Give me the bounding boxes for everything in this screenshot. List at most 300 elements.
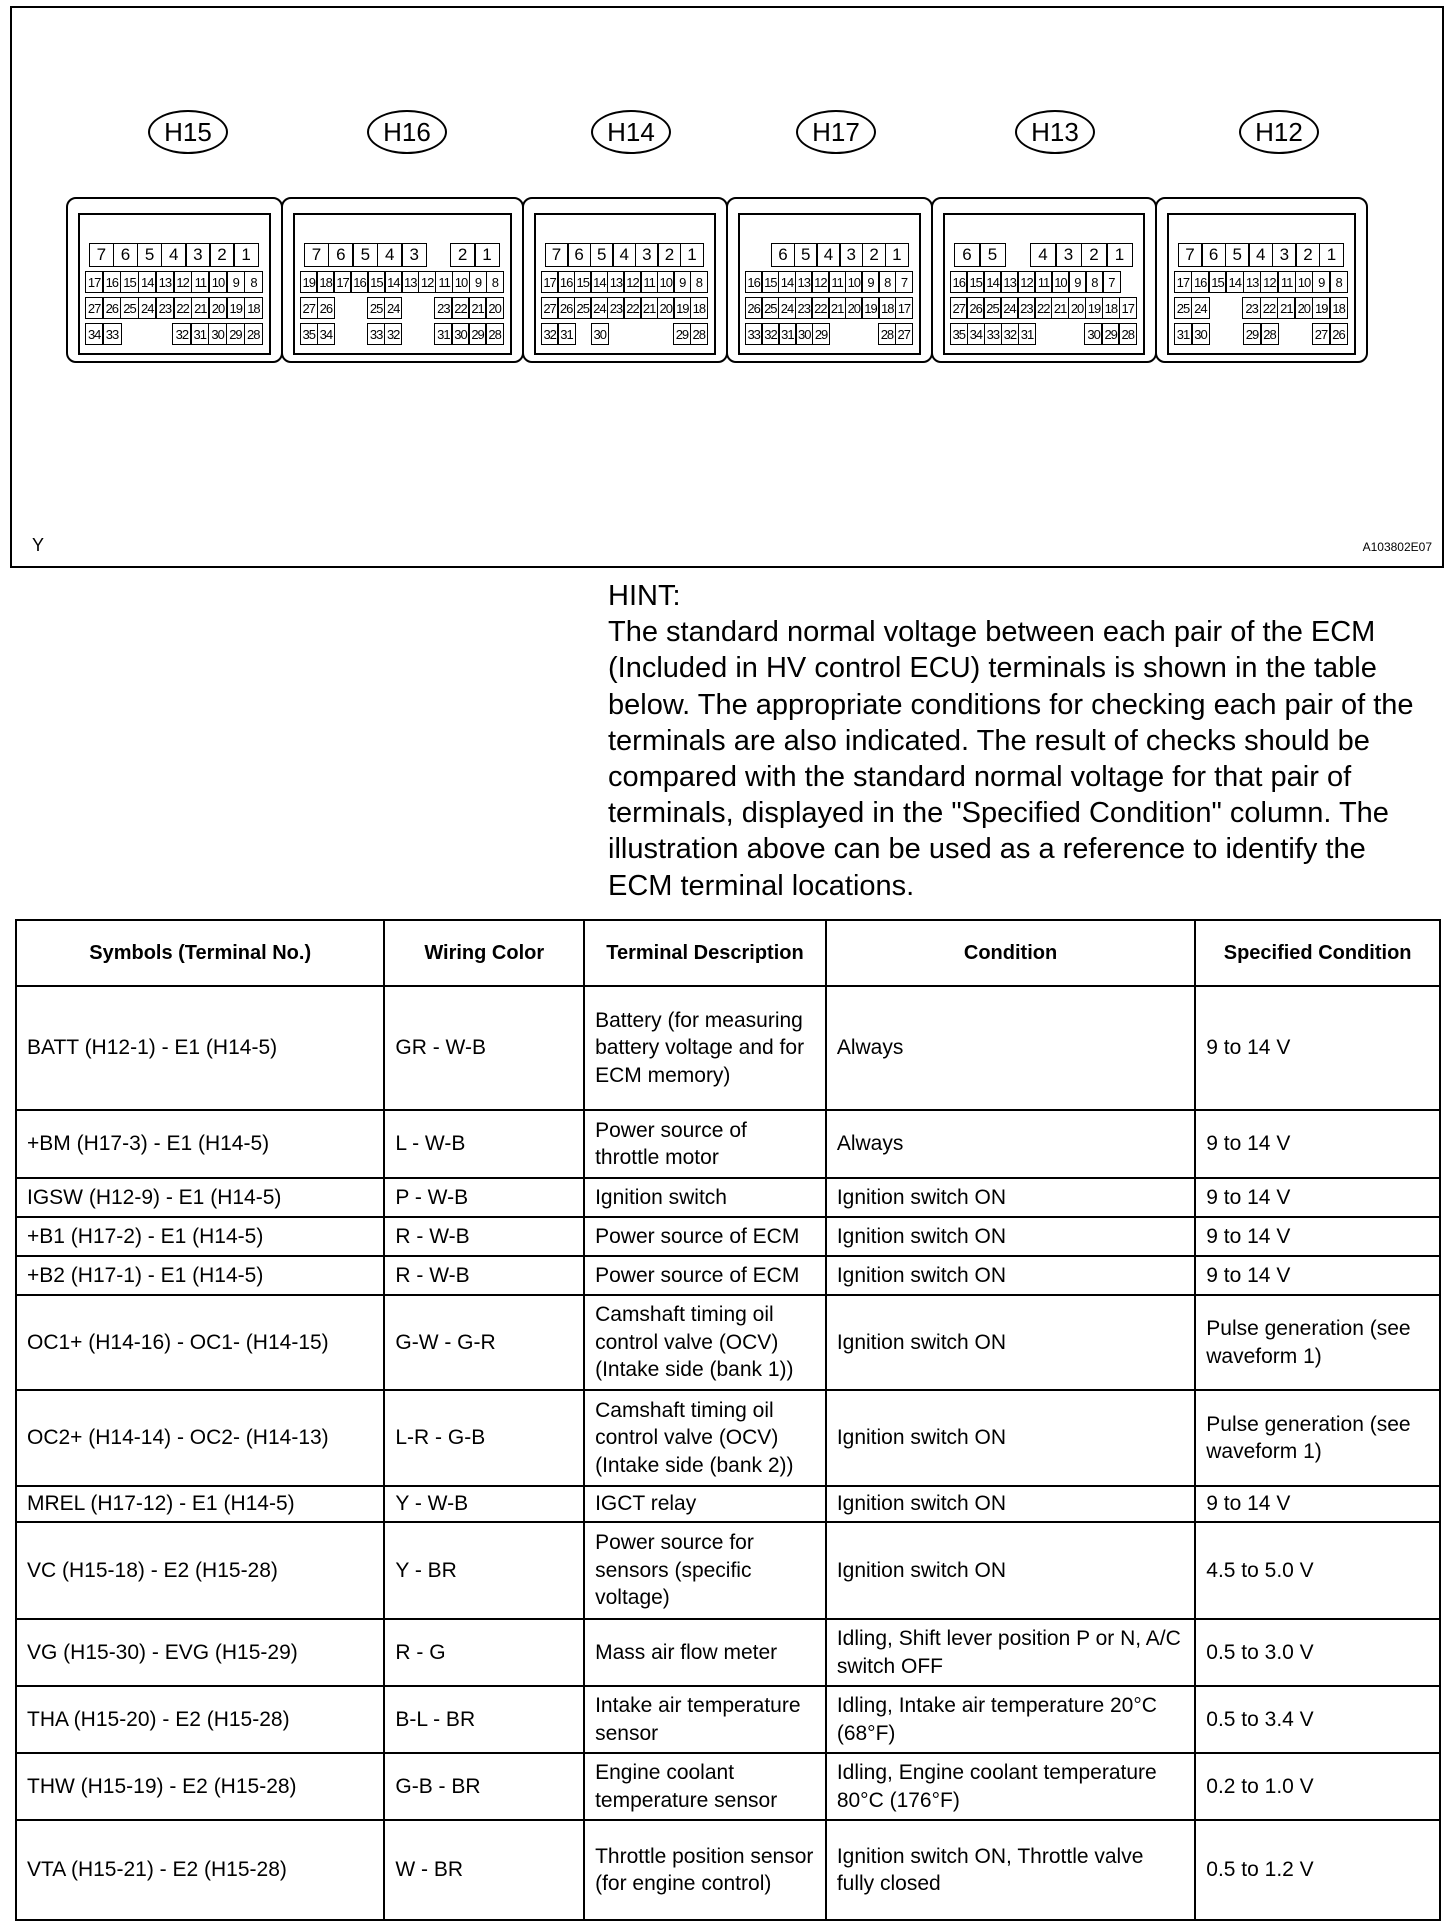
table-cell: 0.5 to 1.2 V xyxy=(1195,1820,1440,1920)
pin-row xyxy=(746,271,913,293)
pin-terminal: 21 xyxy=(1051,297,1069,319)
pin-gap xyxy=(1210,323,1227,345)
column-header: Wiring Color xyxy=(384,920,584,986)
pin-terminal: 21 xyxy=(1277,297,1296,319)
pin-row xyxy=(1175,243,1348,267)
pin-terminal: 32 xyxy=(761,323,779,345)
pin-terminal: 14 xyxy=(590,271,608,293)
pin-terminal: 16 xyxy=(350,271,368,293)
pin-row xyxy=(86,243,263,267)
table-cell: L-R - G-B xyxy=(384,1390,584,1486)
pin-terminal: 4 xyxy=(612,243,636,267)
pin-terminal: 31 xyxy=(1174,323,1193,345)
table-cell: Power source of ECM xyxy=(584,1217,826,1256)
pin-terminal: 24 xyxy=(138,297,157,319)
pin-terminal: 13 xyxy=(155,271,174,293)
hint-text: The standard normal voltage between each pair of the ECM (Included in HV control ECU) terminals is shown in the table below. The appropriate conditions for checking each pair of the terminals are also indicated. The result of checks should be compared with the standard normal voltage for that pair of terminals, displayed in the "Specified Condition" column. The illustration above can be used as a reference to identify the ECM terminal locations. xyxy=(608,616,1414,902)
pin-terminal: 26 xyxy=(745,297,763,319)
pin-terminal: 12 xyxy=(173,271,192,293)
table-cell: 9 to 14 V xyxy=(1195,1110,1440,1178)
pin-terminal: 26 xyxy=(102,297,121,319)
pin-gap xyxy=(847,323,863,345)
pin-terminal: 19 xyxy=(861,297,879,319)
connector-housing xyxy=(738,213,921,355)
table-cell: Ignition switch ON xyxy=(826,1217,1195,1256)
pin-row xyxy=(746,323,913,345)
pin-terminal: 8 xyxy=(690,271,708,293)
pin-gap xyxy=(419,323,436,345)
pin-terminal: 10 xyxy=(1051,271,1069,293)
pin-gap xyxy=(139,323,156,345)
pin-terminal: 17 xyxy=(333,271,351,293)
table-cell: 9 to 14 V xyxy=(1195,1178,1440,1217)
table-row xyxy=(16,986,1440,1110)
pin-gap xyxy=(1227,297,1244,319)
pin-terminal: 29 xyxy=(673,323,691,345)
pin-terminal: 12 xyxy=(418,271,436,293)
table-cell: Idling, Shift lever position P or N, A/C switch OFF xyxy=(826,1619,1195,1686)
pin-terminal: 28 xyxy=(1260,323,1279,345)
pin-gap xyxy=(642,323,658,345)
pin-terminal: 3 xyxy=(1055,243,1082,267)
connector-housing xyxy=(1167,213,1356,355)
pin-terminal: 17 xyxy=(1174,271,1193,293)
pin-terminal: 16 xyxy=(1191,271,1210,293)
pin-row xyxy=(1175,323,1348,345)
connector-label-h13: H13 xyxy=(1015,110,1095,154)
pin-terminal: 33 xyxy=(367,323,386,345)
column-header: Terminal Description xyxy=(584,920,826,986)
pin-terminal: 14 xyxy=(384,271,402,293)
pin-terminal: 13 xyxy=(401,271,419,293)
connector-label-h12: H12 xyxy=(1239,110,1319,154)
pin-terminal: 18 xyxy=(316,271,334,293)
pin-terminal: 21 xyxy=(468,297,487,319)
pin-terminal: 29 xyxy=(812,323,830,345)
pin-terminal: 25 xyxy=(367,297,386,319)
connector-h12 xyxy=(1155,197,1368,363)
table-cell: Power source of throttle motor xyxy=(584,1110,826,1178)
table-cell: THA (H15-20) - E2 (H15-28) xyxy=(16,1686,384,1753)
pin-terminal: 6 xyxy=(771,243,795,267)
connector-housing xyxy=(293,213,512,355)
pin-terminal: 22 xyxy=(1034,297,1052,319)
table-cell: P - W-B xyxy=(384,1178,584,1217)
pin-row xyxy=(542,271,708,293)
pin-terminal: 11 xyxy=(191,271,210,293)
connector-housing xyxy=(534,213,716,355)
connector-h13 xyxy=(931,197,1157,363)
pin-terminal: 21 xyxy=(828,297,846,319)
pin-row xyxy=(951,243,1137,267)
pin-terminal: 20 xyxy=(1294,297,1313,319)
table-cell: Power source of ECM xyxy=(584,1256,826,1295)
table-row xyxy=(16,1753,1440,1820)
pin-terminal: 1 xyxy=(885,243,909,267)
table-row xyxy=(16,1178,1440,1217)
table-cell: 9 to 14 V xyxy=(1195,1217,1440,1256)
pin-gap xyxy=(335,323,352,345)
pin-terminal: 26 xyxy=(557,297,575,319)
pin-terminal: 13 xyxy=(607,271,625,293)
pin-terminal: 9 xyxy=(673,271,691,293)
pin-terminal: 3 xyxy=(185,243,211,267)
pin-gap xyxy=(402,297,419,319)
table-cell: Power source for sensors (specific voltage) xyxy=(584,1522,826,1619)
pin-gap xyxy=(1121,271,1137,293)
pin-terminal: 31 xyxy=(434,323,453,345)
table-cell: 9 to 14 V xyxy=(1195,1256,1440,1295)
table-cell: Ignition switch ON xyxy=(826,1522,1195,1619)
pin-terminal: 4 xyxy=(816,243,840,267)
pin-terminal: 25 xyxy=(761,297,779,319)
table-cell: Pulse generation (see waveform 1) xyxy=(1195,1295,1440,1390)
pin-row xyxy=(746,243,913,267)
pin-terminal: 29 xyxy=(226,323,245,345)
pin-terminal: 11 xyxy=(1034,271,1052,293)
pin-terminal: 15 xyxy=(574,271,592,293)
table-row xyxy=(16,1522,1440,1619)
pin-row xyxy=(951,323,1137,345)
pin-terminal: 4 xyxy=(1248,243,1273,267)
pin-terminal: 28 xyxy=(485,323,504,345)
pin-terminal: 28 xyxy=(1118,323,1137,345)
pin-terminal: 33 xyxy=(102,323,121,345)
figure-corner-mark: Y xyxy=(32,535,45,555)
pin-terminal: 2 xyxy=(1295,243,1320,267)
pin-terminal: 10 xyxy=(657,271,675,293)
pin-terminal: 28 xyxy=(690,323,708,345)
pin-terminal: 20 xyxy=(1068,297,1086,319)
pin-terminal: 27 xyxy=(895,323,913,345)
table-cell: R - W-B xyxy=(384,1217,584,1256)
pin-terminal: 24 xyxy=(384,297,403,319)
pin-terminal: 5 xyxy=(137,243,163,267)
pin-terminal: 20 xyxy=(845,297,863,319)
pin-terminal: 10 xyxy=(845,271,863,293)
pin-terminal: 20 xyxy=(208,297,227,319)
pin-terminal: 26 xyxy=(1329,323,1348,345)
pin-gap xyxy=(1296,323,1313,345)
pin-terminal: 13 xyxy=(1243,271,1262,293)
table-cell: 9 to 14 V xyxy=(1195,1486,1440,1522)
pin-terminal: 9 xyxy=(1068,271,1086,293)
pin-terminal: 27 xyxy=(85,297,104,319)
pin-terminal: 23 xyxy=(155,297,174,319)
pin-row xyxy=(951,271,1137,293)
pin-terminal: 9 xyxy=(861,271,879,293)
pin-terminal: 29 xyxy=(1101,323,1120,345)
pin-terminal: 11 xyxy=(435,271,453,293)
pin-terminal: 25 xyxy=(1174,297,1193,319)
pin-terminal: 25 xyxy=(120,297,139,319)
pin-terminal: 30 xyxy=(208,323,227,345)
pin-terminal: 5 xyxy=(979,243,1006,267)
table-cell: OC2+ (H14-14) - OC2- (H14-13) xyxy=(16,1390,384,1486)
table-cell: W - BR xyxy=(384,1820,584,1920)
table-cell: Idling, Engine coolant temperature 80°C (176°F) xyxy=(826,1753,1195,1820)
pin-terminal: 35 xyxy=(300,323,319,345)
pin-terminal: 19 xyxy=(673,297,691,319)
pin-terminal: 23 xyxy=(434,297,453,319)
pin-terminal: 33 xyxy=(984,323,1003,345)
table-cell: L - W-B xyxy=(384,1110,584,1178)
pin-terminal: 11 xyxy=(1277,271,1296,293)
connector-label-h16: H16 xyxy=(367,110,447,154)
table-row xyxy=(16,1390,1440,1486)
table-cell: VG (H15-30) - EVG (H15-29) xyxy=(16,1619,384,1686)
connector-h15 xyxy=(66,197,283,363)
pin-terminal: 18 xyxy=(244,297,263,319)
pin-terminal: 31 xyxy=(190,323,209,345)
pin-terminal: 16 xyxy=(557,271,575,293)
table-cell: Always xyxy=(826,1110,1195,1178)
pin-gap xyxy=(335,297,352,319)
pin-terminal: 10 xyxy=(452,271,470,293)
table-cell: 9 to 14 V xyxy=(1195,986,1440,1110)
pin-terminal: 15 xyxy=(120,271,139,293)
pin-terminal: 23 xyxy=(1242,297,1261,319)
pin-terminal: 11 xyxy=(828,271,846,293)
connector-label-h15: H15 xyxy=(148,110,228,154)
connector-h16 xyxy=(281,197,524,363)
pin-terminal: 18 xyxy=(878,297,896,319)
pin-gap xyxy=(402,323,419,345)
pin-gap xyxy=(1053,323,1070,345)
pin-terminal: 6 xyxy=(567,243,591,267)
pin-terminal: 17 xyxy=(1119,297,1137,319)
pin-terminal: 15 xyxy=(966,271,984,293)
pin-terminal: 27 xyxy=(1312,323,1331,345)
table-cell: R - W-B xyxy=(384,1256,584,1295)
pin-terminal: 12 xyxy=(1017,271,1035,293)
table-row xyxy=(16,1686,1440,1753)
pin-gap xyxy=(1279,323,1296,345)
pin-terminal: 23 xyxy=(607,297,625,319)
pin-terminal: 33 xyxy=(745,323,763,345)
table-cell: Battery (for measuring battery voltage and for ECM memory) xyxy=(584,986,826,1110)
table-cell: +B1 (H17-2) - E1 (H14-5) xyxy=(16,1217,384,1256)
pin-terminal: 7 xyxy=(304,243,330,267)
pin-terminal: 9 xyxy=(469,271,487,293)
table-row xyxy=(16,1256,1440,1295)
pin-terminal: 8 xyxy=(1329,271,1348,293)
pin-terminal: 18 xyxy=(690,297,708,319)
pin-terminal: 5 xyxy=(1225,243,1250,267)
pin-terminal: 32 xyxy=(384,323,403,345)
pin-row xyxy=(301,243,504,267)
pin-terminal: 11 xyxy=(640,271,658,293)
table-cell: IGSW (H12-9) - E1 (H14-5) xyxy=(16,1178,384,1217)
table-cell: Ignition switch ON xyxy=(826,1486,1195,1522)
table-header-row xyxy=(16,920,1440,986)
pin-terminal: 26 xyxy=(317,297,336,319)
pin-row xyxy=(951,297,1137,319)
pin-terminal: 12 xyxy=(1260,271,1279,293)
pin-terminal: 31 xyxy=(778,323,796,345)
pin-terminal: 15 xyxy=(1208,271,1227,293)
pin-terminal: 15 xyxy=(761,271,779,293)
pin-terminal: 32 xyxy=(541,323,559,345)
pin-terminal: 7 xyxy=(545,243,569,267)
connector-h17 xyxy=(726,197,933,363)
pin-row xyxy=(1175,297,1348,319)
column-header: Symbols (Terminal No.) xyxy=(16,920,384,986)
pin-terminal: 17 xyxy=(85,271,104,293)
pin-terminal: 3 xyxy=(839,243,863,267)
pin-terminal: 17 xyxy=(541,271,559,293)
table-cell: Idling, Intake air temperature 20°C (68°F) xyxy=(826,1686,1195,1753)
pin-gap xyxy=(830,323,846,345)
pin-terminal: 6 xyxy=(954,243,981,267)
table-cell: OC1+ (H14-16) - OC1- (H14-15) xyxy=(16,1295,384,1390)
pin-terminal: 23 xyxy=(1017,297,1035,319)
hint-block xyxy=(608,578,1438,904)
pin-terminal: 7 xyxy=(895,271,913,293)
pin-row xyxy=(1175,271,1348,293)
pin-terminal: 9 xyxy=(1312,271,1331,293)
pin-gap xyxy=(1006,243,1031,267)
table-cell: VC (H15-18) - E2 (H15-28) xyxy=(16,1522,384,1619)
table-cell: Camshaft timing oil control valve (OCV) (Intake side (bank 2)) xyxy=(584,1390,826,1486)
pin-terminal: 29 xyxy=(1243,323,1262,345)
table-row xyxy=(16,1295,1440,1390)
pin-terminal: 6 xyxy=(113,243,139,267)
pin-terminal: 32 xyxy=(1001,323,1020,345)
pin-terminal: 25 xyxy=(574,297,592,319)
pin-terminal: 10 xyxy=(208,271,227,293)
pin-terminal: 5 xyxy=(352,243,378,267)
pin-terminal: 28 xyxy=(878,323,896,345)
pin-terminal: 34 xyxy=(85,323,104,345)
table-cell: G-B - BR xyxy=(384,1753,584,1820)
table-cell: IGCT relay xyxy=(584,1486,826,1522)
pin-terminal: 25 xyxy=(983,297,1001,319)
pin-terminal: 22 xyxy=(1260,297,1279,319)
pin-terminal: 2 xyxy=(209,243,235,267)
pin-terminal: 22 xyxy=(811,297,829,319)
pin-terminal: 14 xyxy=(138,271,157,293)
pin-terminal: 14 xyxy=(983,271,1001,293)
pin-row xyxy=(301,323,504,345)
pin-terminal: 12 xyxy=(811,271,829,293)
table-cell: Ignition switch xyxy=(584,1178,826,1217)
pin-terminal: 17 xyxy=(895,297,913,319)
pin-terminal: 16 xyxy=(950,271,968,293)
pin-terminal: 1 xyxy=(680,243,704,267)
pin-row xyxy=(542,243,708,267)
connector-label-h17: H17 xyxy=(796,110,876,154)
connector-housing xyxy=(943,213,1145,355)
table-cell: R - G xyxy=(384,1619,584,1686)
pin-terminal: 19 xyxy=(300,271,318,293)
pin-terminal: 4 xyxy=(1030,243,1057,267)
pin-terminal: 1 xyxy=(1106,243,1133,267)
pin-terminal: 3 xyxy=(635,243,659,267)
column-header: Specified Condition xyxy=(1195,920,1440,986)
table-cell: Y - W-B xyxy=(384,1486,584,1522)
pin-terminal: 26 xyxy=(966,297,984,319)
pin-row xyxy=(542,297,708,319)
pin-terminal: 18 xyxy=(1329,297,1348,319)
table-cell: 0.5 to 3.4 V xyxy=(1195,1686,1440,1753)
pin-row xyxy=(301,297,504,319)
pin-terminal: 14 xyxy=(1225,271,1244,293)
table-cell: +B2 (H17-1) - E1 (H14-5) xyxy=(16,1256,384,1295)
table-cell: MREL (H17-12) - E1 (H14-5) xyxy=(16,1486,384,1522)
pin-gap xyxy=(609,323,625,345)
pin-gap xyxy=(1210,297,1227,319)
pin-terminal: 6 xyxy=(328,243,354,267)
pin-gap xyxy=(122,323,139,345)
pin-terminal: 4 xyxy=(377,243,403,267)
pin-terminal: 13 xyxy=(1000,271,1018,293)
pin-terminal: 30 xyxy=(795,323,813,345)
pin-terminal: 21 xyxy=(191,297,210,319)
connector-label-h14: H14 xyxy=(591,110,671,154)
pin-terminal: 1 xyxy=(233,243,259,267)
pin-terminal: 7 xyxy=(1178,243,1203,267)
pin-terminal: 2 xyxy=(1081,243,1108,267)
table-cell: Ignition switch ON xyxy=(826,1390,1195,1486)
pin-terminal: 24 xyxy=(1191,297,1210,319)
pin-terminal: 4 xyxy=(161,243,187,267)
pin-row xyxy=(301,271,504,293)
pin-row xyxy=(86,297,263,319)
pin-terminal: 16 xyxy=(745,271,763,293)
table-cell: 0.5 to 3.0 V xyxy=(1195,1619,1440,1686)
terminal-voltage-table xyxy=(15,919,1441,1921)
pin-terminal: 27 xyxy=(300,297,319,319)
pin-terminal: 21 xyxy=(640,297,658,319)
table-row xyxy=(16,1619,1440,1686)
pin-terminal: 23 xyxy=(795,297,813,319)
pin-terminal: 6 xyxy=(1201,243,1226,267)
pin-terminal: 30 xyxy=(451,323,470,345)
pin-row xyxy=(746,297,913,319)
pin-gap xyxy=(352,323,369,345)
pin-terminal: 18 xyxy=(1102,297,1120,319)
table-cell: Mass air flow meter xyxy=(584,1619,826,1686)
pin-row xyxy=(542,323,708,345)
pin-terminal: 10 xyxy=(1295,271,1314,293)
pin-gap xyxy=(156,323,173,345)
pin-terminal: 13 xyxy=(795,271,813,293)
table-cell: 0.2 to 1.0 V xyxy=(1195,1753,1440,1820)
pin-terminal: 7 xyxy=(89,243,115,267)
pin-terminal: 34 xyxy=(967,323,986,345)
ecm-connector-diagram xyxy=(66,197,1366,363)
table-cell: Throttle position sensor (for engine control) xyxy=(584,1820,826,1920)
pin-terminal: 27 xyxy=(541,297,559,319)
pin-terminal: 3 xyxy=(1272,243,1297,267)
pin-gap xyxy=(419,297,436,319)
table-cell: Ignition switch ON xyxy=(826,1256,1195,1295)
pin-gap xyxy=(625,323,641,345)
table-cell: GR - W-B xyxy=(384,986,584,1110)
pin-terminal: 31 xyxy=(1018,323,1037,345)
pin-terminal: 20 xyxy=(485,297,504,319)
pin-row xyxy=(86,271,263,293)
pin-terminal: 2 xyxy=(657,243,681,267)
table-cell: Pulse generation (see waveform 1) xyxy=(1195,1390,1440,1486)
pin-terminal: 35 xyxy=(950,323,969,345)
pin-terminal: 7 xyxy=(1102,271,1120,293)
pin-terminal: 30 xyxy=(1084,323,1103,345)
pin-terminal: 22 xyxy=(173,297,192,319)
table-cell: BATT (H12-1) - E1 (H14-5) xyxy=(16,986,384,1110)
table-cell: B-L - BR xyxy=(384,1686,584,1753)
